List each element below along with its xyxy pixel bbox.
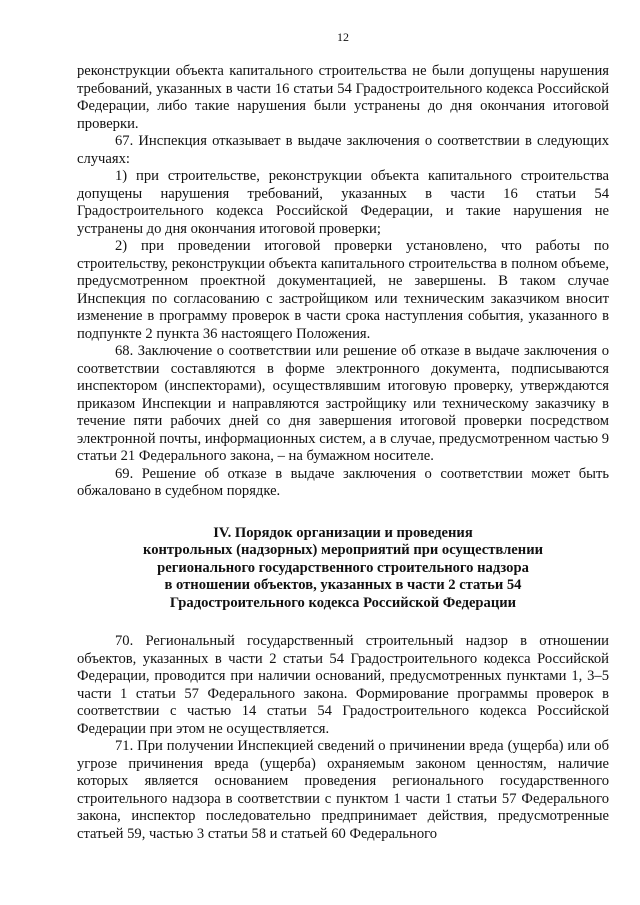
section-heading-line-1: IV. Порядок организации и проведения <box>213 524 473 541</box>
page-number: 12 <box>337 30 349 44</box>
paragraph-continuation: реконструкции объекта капитального строительства не были допущены нарушения требований, указанных в части 16 статьи 54 Градостроительного кодекса Российской Федерации, либо такие нарушения были устранены до дня окончания итоговой проверки. <box>77 63 609 132</box>
section-heading-line-4: в отношении объектов, указанных в части 2 статьи 54 <box>164 577 522 593</box>
section-heading-line-5: Градостроительного кодекса Российской Федерации <box>169 594 517 611</box>
paragraph-67-item-2: 2) при проведении итоговой проверки установлено, что работы по строительству, реконструкции объекта капитального строительства в полном объеме, предусмотренном проектной документацией, не завершены. В таком случае Инспекция по согласованию с застройщиком или техническим заказчиком вносит изменение в программу проверок в части срока наступления события, указанного в подпункте 2 пункта 36 настоящего Положения. <box>77 238 609 342</box>
paragraph-71: 71. При получении Инспекцией сведений о причинении вреда (ущерба) или об угрозе причинения вреда (ущерба) охраняемым законом ценностям, наличие которых является основанием проведения регионального государственного строительного надзора в соответствии с пунктом 1 части 1 статьи 57 Федерального закона, инспектор последовательно предпринимает действия, предусмотренные статьей 59, частью 3 статьи 58 и статьей 60 Федерального <box>77 738 609 842</box>
paragraph-67-item-1: 1) при строительстве, реконструкции объекта капитального строительства допущены нарушения требований, указанных в части 16 статьи 54 Градостроительного кодекса Российской Федерации, и такие нарушения не устранены до дня окончания итоговой проверки; <box>77 168 609 237</box>
paragraph-70: 70. Региональный государственный строительный надзор в отношении объектов, указанных в части 2 статьи 54 Градостроительного кодекса Российской Федерации, проводится при наличии оснований, предусмотренных пунктами 1, 3–5 части 1 статьи 57 Федерального закона. Формирование программы проверок в соответствии с частью 14 статьи 54 Градостроительного кодекса Российской Федерации при этом не осуществляется. <box>77 633 609 737</box>
document-page <box>77 30 609 900</box>
section-heading-line-3: регионального государственного строительного надзора <box>157 559 529 576</box>
paragraph-68: 68. Заключение о соответствии или решение об отказе в выдаче заключения о соответствии составляются в форме электронного документа, подписываются инспектором (инспекторами), осуществлявшим итоговую проверку, утверждаются приказом Инспекции и направляются застройщику или техническому заказчику в течение пяти рабочих дней со дня завершения итоговой проверки посредством электронной почты, информационных систем, а в случае, предусмотренном частью 9 статьи 21 Федерального закона, – на бумажном носителе. <box>77 343 609 464</box>
section-heading <box>77 525 609 613</box>
document-body <box>77 63 609 843</box>
paragraph-69: 69. Решение об отказе в выдаче заключения о соответствии может быть обжаловано в судебном порядке. <box>77 465 609 499</box>
section-heading-line-2: контрольных (надзорных) мероприятий при осуществлении <box>142 542 544 558</box>
paragraph-67: 67. Инспекция отказывает в выдаче заключения о соответствии в следующих случаях: <box>77 133 609 167</box>
